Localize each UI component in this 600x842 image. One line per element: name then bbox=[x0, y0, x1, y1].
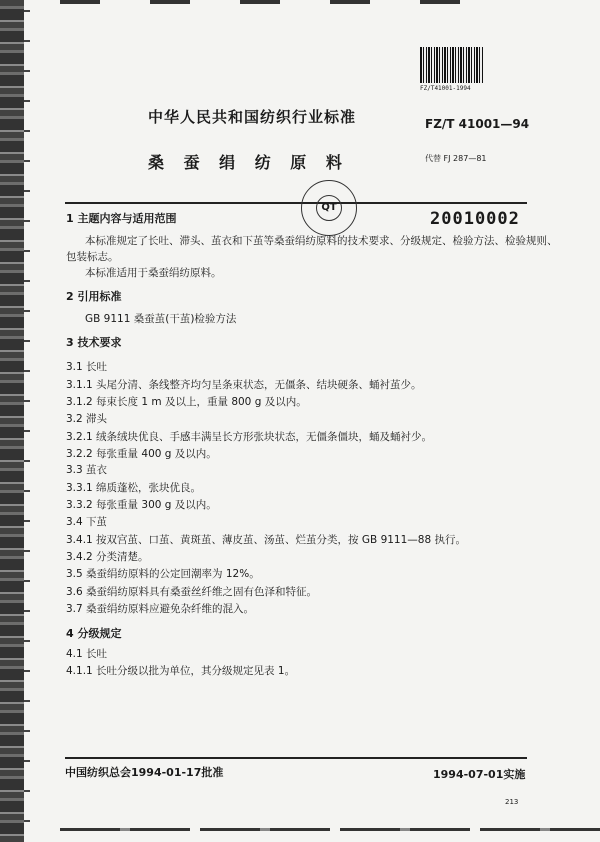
body-line: 本标准规定了长吐、滞头、茧衣和下茧等桑蚕绢纺原料的技术要求、分级规定、检验方法、检验规则、 bbox=[85, 235, 558, 247]
scan-edge-noise bbox=[24, 0, 30, 842]
barcode-label: FZ/T41001-1994 bbox=[420, 85, 471, 92]
body-line: 3.2.1 绒条绒块优良、手感丰满呈长方形张块状态，无僵条僵块，蛹及蛹衬少。 bbox=[66, 431, 433, 443]
body-line: 3.7 桑蚕绢纺原料应避免杂纤维的混入。 bbox=[66, 603, 255, 615]
body-line: 3.2.2 每张重量 400 g 及以内。 bbox=[66, 448, 217, 460]
page-number: 213 bbox=[505, 798, 519, 806]
stamp-text: QT bbox=[316, 195, 342, 221]
approval-date: 中国纺织总会1994-01-17批准 bbox=[65, 766, 224, 779]
body-line: 3.1.2 每束长度 1 m 及以上，重量 800 g 及以内。 bbox=[66, 396, 307, 408]
body-line: 本标准适用于桑蚕绢纺原料。 bbox=[85, 267, 222, 279]
scan-edge bbox=[0, 0, 24, 842]
scan-bottom-noise bbox=[60, 828, 600, 831]
body-line: 3.6 桑蚕绢纺原料具有桑蚕丝纤维之固有色泽和特征。 bbox=[66, 586, 318, 598]
document-title: 桑 蚕 绢 纺 原 料 bbox=[148, 153, 349, 172]
body-line: 3.3.1 绵质蓬松，张块优良。 bbox=[66, 482, 202, 494]
body-line: 4.1.1 长吐分级以批为单位，其分级规定见表 1。 bbox=[66, 665, 296, 677]
body-line: 3.5 桑蚕绢纺原料的公定回潮率为 12%。 bbox=[66, 568, 260, 580]
body-line: 3.1.1 头尾分清、条线整齐均匀呈条束状态，无僵条、结块硬条、蛹衬茧少。 bbox=[66, 379, 422, 391]
body-line: 3.4 下茧 bbox=[66, 516, 108, 528]
body-line: GB 9111 桑蚕茧(干茧)检验方法 bbox=[85, 313, 237, 325]
body-line: 4.1 长吐 bbox=[66, 648, 108, 660]
body-line: 3.3.2 每张重量 300 g 及以内。 bbox=[66, 499, 217, 511]
scan-top-noise bbox=[60, 0, 480, 4]
standard-code: FZ/T 41001—94 bbox=[425, 117, 530, 131]
barcode bbox=[420, 47, 483, 83]
footer-rule bbox=[65, 757, 527, 759]
effective-date: 1994-07-01实施 bbox=[433, 768, 526, 781]
body-line: 3.4.1 按双宫茧、口茧、黄斑茧、薄皮茧、汤茧、烂茧分类，按 GB 9111—88 执行。 bbox=[66, 534, 466, 546]
body-line: 3.3 茧衣 bbox=[66, 464, 108, 476]
body-line: 3.2 滞头 bbox=[66, 413, 108, 425]
body-line: 3.1 长吐 bbox=[66, 361, 108, 373]
organization-title: 中华人民共和国纺织行业标准 bbox=[148, 108, 357, 126]
header-rule bbox=[65, 202, 527, 204]
doc-number: 20010002 bbox=[430, 209, 520, 229]
section-heading: 1 主题内容与适用范围 bbox=[66, 212, 177, 225]
section-heading: 3 技术要求 bbox=[66, 336, 122, 349]
body-line: 包装标志。 bbox=[66, 251, 119, 263]
section-heading: 4 分级规定 bbox=[66, 627, 122, 640]
replaces-note: 代替 FJ 287—81 bbox=[425, 154, 487, 163]
section-heading: 2 引用标准 bbox=[66, 290, 122, 303]
body-line: 3.4.2 分类清楚。 bbox=[66, 551, 149, 563]
qt-stamp bbox=[301, 180, 357, 236]
